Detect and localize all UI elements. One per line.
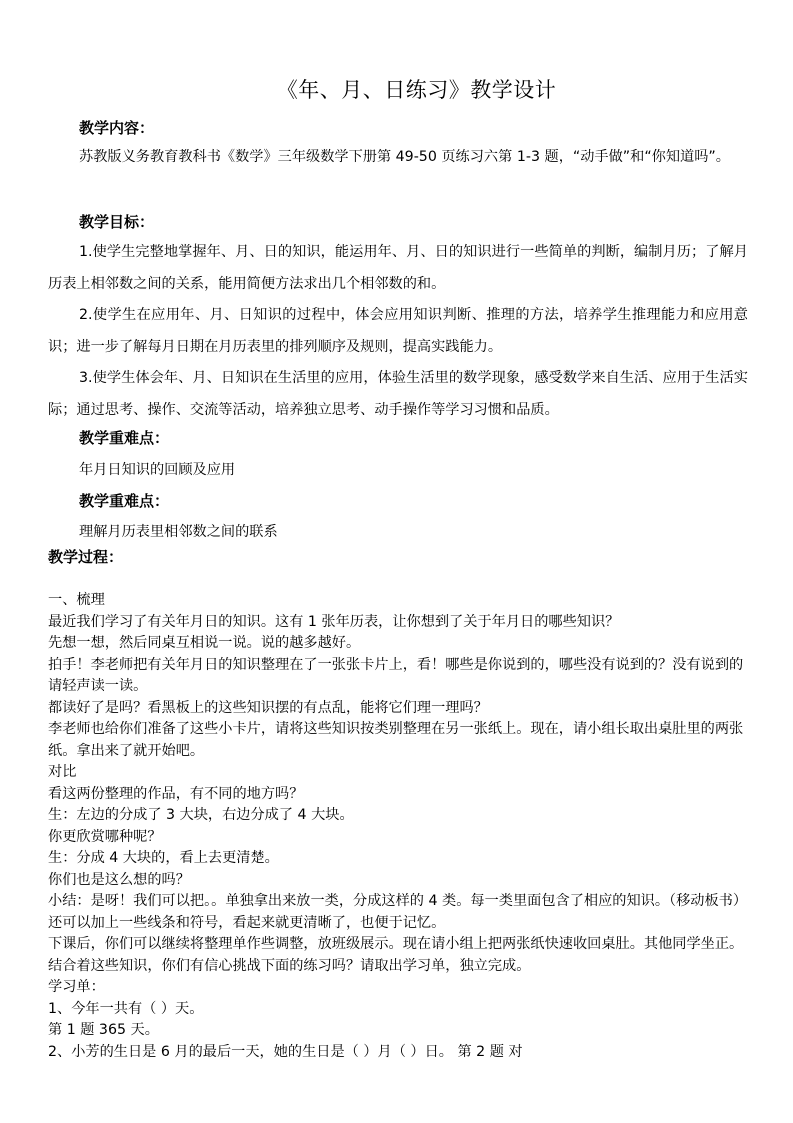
process-line: 对比	[48, 764, 77, 780]
process-line: 李老师也给你们准备了这些小卡片，请将这些知识按类别整理在另一张纸上。现在，请小组长取出桌肚里的两张纸。拿出来了就开始吧。	[48, 721, 744, 759]
section-heading-difficult-points: 教学重难点：	[79, 492, 170, 510]
process-line: 都读好了是吗？看黑板上的这些知识摆的有点乱，能将它们理一理吗？	[48, 699, 488, 716]
process-line: 看这两份整理的作品，有不同的地方吗？	[48, 785, 304, 802]
process-line: 生：左边的分成了 3 大块，右边分成了 4 大块。	[48, 807, 354, 823]
process-line: 2、小芳的生日是 6 月的最后一天，她的生日是（ ）月（ ）日。 第 2 题 对	[48, 1043, 523, 1060]
key-points-text: 年月日知识的回顾及应用	[79, 462, 236, 478]
page-title: 《年、月、日练习》教学设计	[276, 78, 557, 102]
section-heading-key-points: 教学重难点：	[79, 429, 170, 447]
process-line: 学习单：	[48, 979, 105, 995]
process-line: 最近我们学习了有关年月日的知识。这有 1 张年历表，让你想到了关于年月日的哪些知识？	[48, 613, 620, 630]
goal-paragraph-3: 3.使学生体会年、月、日知识在生活里的应用，体验生活里的数学现象，感受数学来自生活、应用于生活实际；通过思考、操作、交流等活动，培养独立思考、动手操作等学习习惯和品质。	[48, 370, 748, 418]
process-line: 下课后，你们可以继续将整理单作些调整，放班级展示。现在请小组上把两张纸快速收回桌肚。其他同学坐正。	[48, 936, 744, 952]
process-line: 你们也是这么想的吗？	[48, 871, 190, 888]
section-heading-content: 教学内容：	[79, 119, 155, 137]
goal-paragraph-2: 2.使学生在应用年、月、日知识的过程中，体会应用知识判断、推理的方法，培养学生推理能力和应用意识；进一步了解每月日期在月历表里的排列顺序及规则，提高实践能力。	[48, 307, 748, 355]
process-line: 生：分成 4 大块的，看上去更清楚。	[48, 850, 279, 866]
section-heading-process: 教学过程：	[48, 548, 124, 566]
process-line: 你更欣赏哪种呢？	[48, 828, 162, 845]
process-line: 拍手！李老师把有关年月日的知识整理在了一张张卡片上，看！哪些是你说到的，哪些没有说到的？没有说到的请轻声读一读。	[48, 656, 744, 694]
process-line: 先想一想，然后同桌互相说一说。说的越多越好。	[48, 635, 361, 651]
process-line: 小结：是呀！我们可以把。。单独拿出来放一类，分成这样的 4 类。每一类里面包含了相应的知识。（移动板书）还可以加上一些线条和符号，看起来就更清晰了，也便于记忆。	[48, 893, 748, 931]
process-line: 第 1 题 365 天。	[48, 1022, 159, 1038]
content-paragraph: 苏教版义务教育教科书《数学》三年级数学下册第 49-50 页练习六第 1-3 题，“动手做”和“你知道吗”。	[79, 149, 730, 165]
section-heading-goals: 教学目标：	[79, 213, 155, 231]
process-line: 一、梳理	[48, 592, 105, 608]
process-line: 结合着这些知识，你们有信心挑战下面的练习吗？请取出学习单，独立完成。	[48, 957, 531, 974]
process-line: 1、今年一共有（ ）天。	[48, 1000, 204, 1017]
goal-paragraph-1: 1.使学生完整地掌握年、月、日的知识，能运用年、月、日的知识进行一些简单的判断，编制月历；了解月历表上相邻数之间的关系，能用简便方法求出几个相邻数的和。	[48, 244, 748, 292]
difficult-points-text: 理解月历表里相邻数之间的联系	[79, 524, 278, 540]
teaching-process-list	[48, 590, 756, 1063]
